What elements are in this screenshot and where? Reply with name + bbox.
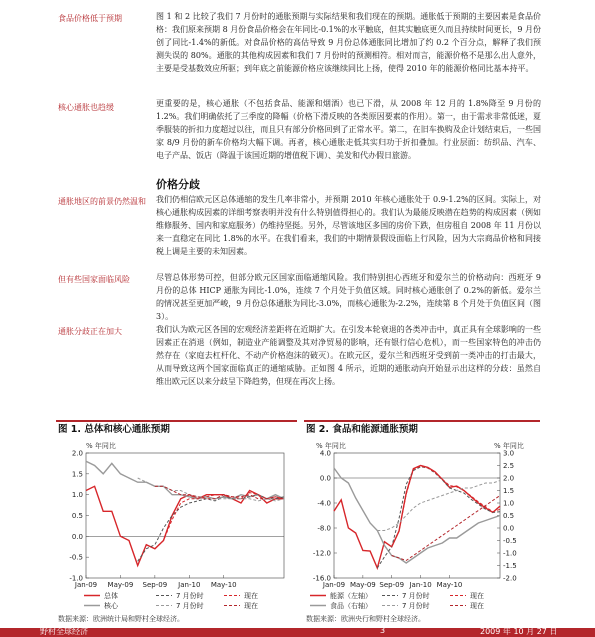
chart2-series-line-5 (392, 496, 500, 561)
chart2-ytick-right-label: 2.5 (503, 462, 515, 470)
chart1-series-line-0 (86, 486, 284, 565)
chart1-ytick-label: 1.5 (71, 470, 83, 479)
chart2-svg (304, 438, 540, 612)
chart2-xtick-label: May-09 (349, 581, 376, 589)
chart2-source: 数据来源：欧洲央行和野村全球经济。 (306, 615, 425, 623)
chart2-xtick-label: Jan-10 (409, 581, 432, 589)
chart1-unit: % 年同比 (86, 442, 116, 450)
chart1-source: 数据来源：欧洲统计局和野村全球经济。 (58, 615, 184, 623)
chart2-legend-label: 7 月份时 (402, 592, 430, 600)
chart2-ytick-right-label: 0.5 (503, 512, 515, 520)
section-heading: 价格分歧 (156, 178, 200, 191)
side-note-1: 食品价格低于预期 (58, 14, 122, 23)
chart1-ytick-label: -1.0 (69, 574, 83, 583)
chart1-ytick-label: 1.0 (71, 491, 83, 500)
chart2-plot-frame (334, 453, 500, 578)
chart2-unit-left: % 年同比 (316, 442, 346, 450)
footer-page: 3 (380, 626, 386, 635)
chart2-legend-label: 现在 (470, 592, 484, 600)
chart1-ytick-label: 0.0 (71, 532, 83, 541)
side-note-3: 通胀地区的前景仍然温和 (58, 197, 146, 206)
chart2-legend-label: 现在 (470, 602, 484, 610)
chart1-series-line-2 (138, 495, 284, 562)
side-note-5: 通胀分歧正在加大 (58, 327, 122, 336)
chart1-legend-label: 现在 (244, 592, 258, 600)
chart2-legend-label: 7 月份时 (402, 602, 430, 610)
chart2-unit-right: % 年同比 (494, 442, 524, 450)
paragraph-4: 尽管总体形势可控，但部分欧元区国家面临通缩风险。我们特别担心西班牙和爱尔兰的价格动向：西班牙 9 月份的总体 HICP 通胀为同比-1.0%，连续 7 个月处于负值区域。同时核心通胀创了 0.2%的新低。爱尔兰的情况甚至更加严峻，9 月份总体通胀为同比-3.0%，而核心通胀为-2.2%，连续第 8 个月处于负值区间（图 3）。 (156, 273, 541, 321)
chart2-ytick-right-label: 2.0 (503, 474, 515, 483)
footer-date: 2009 年 10 月 27 日 (480, 627, 558, 636)
chart2-ytick-label: 0.0 (319, 474, 331, 483)
chart2-series-line-0 (334, 466, 500, 569)
chart2 (304, 438, 540, 612)
footer-left: 野村全球经济 (40, 627, 88, 636)
chart1-legend-label: 7 月份时 (176, 602, 204, 610)
chart2-ytick-label: -4.0 (317, 499, 331, 508)
paragraph-3: 我们仍相信欧元区总体通缩的发生几率非常小，并预期 2010 年核心通胀处于 0.9-1.2%的区间。实际上，对核心通胀构成因素的详细考察表明并没有什么特别值得担心的。我们认为最能反映潜在趋势的构成因素（例如维修服务、国内和家庭服务）仍维持坚挺。另外，尽管该地区多国的房价下跌，但房租自 2008 年 11 月份以来一直稳定在同比 1.8%的水平。在我们看来，我们的中期情景假设面临上行风险，因为大宗商品价格和同接税上调是主要的未知因素。 (156, 195, 541, 256)
chart1-xtick-label: Jan-10 (178, 581, 201, 589)
running-header-text (160, 0, 163, 7)
chart1-xtick-label: Jan-09 (74, 581, 98, 589)
paragraph-1: 图 1 和 2 比较了我们 7 月份时的通胀预期与实际结果和我们现在的预期。通胀低于预期的主要因素是食品价格：我们原来预期 8 月份食品价格会在年同比-0.1%的水平触底，但其实触底更久而且持续时间更长，9 月份创了同比-1.4%的新低。对食品价格的高估导致 9 月份总体通胀同比增加了约 0.2 个百分点，解释了我们预测失误的 80%。通胀的其他构成因素和我们 7 月份时的预测相符。相对而言，能源价格不是那么出人意外，主要是受基数效应所驱；到年底之前能源价格应该继续同比上扬，使得 2010 年的能源价格同比基本持平。 (156, 12, 541, 73)
chart1-plot-frame (86, 453, 284, 578)
chart2-rule (304, 420, 540, 422)
chart1-ytick-label: 0.5 (71, 512, 83, 520)
chart1-legend-label: 总体 (104, 592, 118, 600)
chart2-title: 图 2. 食品和能源通胀预期 (306, 424, 418, 435)
chart1 (56, 438, 297, 612)
chart2-legend-label: 能源（左轴） (330, 592, 372, 600)
chart2-ytick-right-label: 1.5 (503, 487, 515, 495)
chart1-xtick-label: Sep-09 (142, 581, 168, 589)
chart2-ytick-right-label: 0.0 (503, 524, 515, 533)
paragraph-2: 更重要的是，核心通胀（不包括食品、能源和烟酒）也已下滑，从 2008 年 12 月的 1.8%降至 9 月份的 1.2%。我们明确依托了三季度的降幅（价格下滑反映的各类原因要素的作用）。第一，由于需求非常低迷，夏季服装的折扣力度超过以往，而且只有部分价格回到了正常水平。第二，在旧车换购及企计划结束后，一些国家 8/9 月份的新车价格均大幅下调。再者，核心通胀走低其实归功于折扣叠加。行业层面：纺织品、汽车、电子产品、饭店（降温于该国近期的增值税下调）、美发和代办假日旅游。 (156, 99, 541, 160)
chart1-title: 图 1. 总体和核心通胀预期 (58, 424, 170, 435)
chart2-xtick-label: Jan-09 (322, 581, 346, 589)
paragraph-5: 我们认为欧元区各国的宏观经济差距将在近期扩大。在引发本轮衰退的各类冲击中，真正具有全球影响的一些因素正在消退（例如，制造业产能调整及其对净贸易的影响，还有银行信心危机），而一些国家特色的冲击仍然存在（家庭去杠杆化、不动产价格泡沫的破灭）。在欧元区，爱尔兰和西班牙受到前一类冲击的打击最大，从而导致这两个国家面临真正的通缩威胁。正如图 4 所示，近期的通胀动向开始显示出这样的分歧：虽然自维出欧元区以来分歧呈下降趋势，但现在再次上扬。 (156, 325, 541, 386)
chart1-legend-label: 7 月份时 (176, 592, 204, 600)
chart2-ytick-label: -8.0 (317, 524, 331, 533)
chart2-ytick-right-label: -0.5 (503, 537, 517, 545)
chart1-legend-label: 现在 (244, 602, 258, 610)
chart2-ytick-right-label: -1.5 (503, 562, 517, 570)
chart1-ytick-label: 2.0 (71, 449, 83, 458)
footer-bar (0, 628, 595, 637)
chart2-ytick-right-label: -2.0 (503, 574, 517, 583)
running-header (0, 0, 595, 8)
chart1-xtick-label: May-09 (107, 581, 134, 589)
chart2-series-line-1 (334, 468, 500, 563)
chart2-ytick-right-label: 3.0 (503, 449, 515, 458)
chart1-rule (56, 420, 297, 422)
chart2-legend-label: 食品（右轴） (330, 602, 372, 610)
chart2-series-line-2 (377, 467, 500, 568)
chart2-xtick-label: Sep-09 (379, 581, 405, 589)
chart1-legend-label: 核心 (104, 602, 118, 610)
chart2-ytick-right-label: -1.0 (503, 549, 517, 558)
chart1-svg (56, 438, 297, 612)
chart2-ytick-label: -12.0 (312, 549, 331, 558)
chart2-xtick-label: May-10 (436, 581, 463, 589)
side-note-4: 但有些国家面临风险 (58, 275, 130, 284)
side-note-2: 核心通胀也趋缓 (58, 103, 114, 112)
chart1-series-line-5 (155, 486, 284, 499)
chart2-ytick-right-label: 1.0 (503, 499, 515, 508)
chart1-ytick-label: -0.5 (69, 553, 83, 562)
chart2-ytick-label: -16.0 (312, 574, 331, 583)
chart1-xtick-label: May-10 (210, 581, 237, 589)
chart2-ytick-label: 4.0 (319, 449, 331, 458)
